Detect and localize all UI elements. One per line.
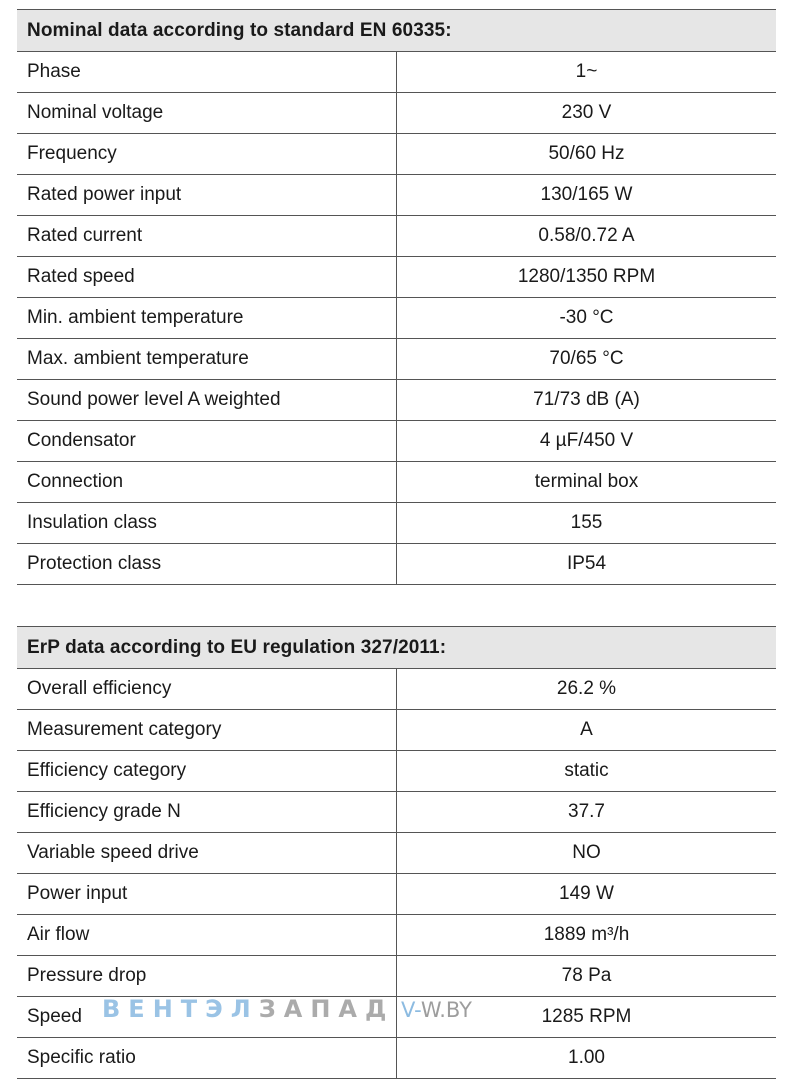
watermark-site-part2: W.BY [420,998,472,1022]
nominal-row-value: 4 µF/450 V [397,421,777,462]
erp-row [17,751,776,792]
nominal-row [17,503,776,544]
erp-row [17,956,776,997]
erp-data-table [17,626,776,1079]
watermark-site-part1: V- [401,998,421,1022]
nominal-row-value: 155 [397,503,777,544]
nominal-row [17,134,776,175]
nominal-row-label: Max. ambient temperature [17,339,397,380]
erp-row-label: Efficiency category [17,751,397,792]
nominal-row-label: Rated speed [17,257,397,298]
nominal-row [17,257,776,298]
nominal-row [17,544,776,585]
erp-row [17,874,776,915]
erp-row-value: 78 Pa [397,956,777,997]
nominal-row-label: Frequency [17,134,397,175]
nominal-data-table [17,9,776,585]
watermark-brand-part2: ЗАПАД [258,995,395,1023]
erp-row-value: 149 W [397,874,777,915]
erp-row [17,915,776,956]
nominal-row-label: Sound power level A weighted [17,380,397,421]
nominal-row-value: terminal box [397,462,777,503]
nominal-row-value: 70/65 °C [397,339,777,380]
nominal-row-label: Rated current [17,216,397,257]
nominal-row [17,339,776,380]
erp-row-label: Power input [17,874,397,915]
nominal-row-label: Connection [17,462,397,503]
erp-row-value: 1.00 [397,1038,777,1079]
erp-row-value: static [397,751,777,792]
erp-row-value: 1285 RPM [397,997,777,1038]
nominal-row [17,380,776,421]
nominal-header-row [17,10,776,52]
erp-row [17,792,776,833]
erp-header-row [17,627,776,669]
nominal-row-value: 130/165 W [397,175,777,216]
erp-row-label: Specific ratio [17,1038,397,1079]
erp-row-value: A [397,710,777,751]
erp-row-label: Overall efficiency [17,669,397,710]
nominal-row-value: 50/60 Hz [397,134,777,175]
nominal-row-value: 1280/1350 RPM [397,257,777,298]
erp-row-label: Speed [17,997,397,1038]
erp-row [17,710,776,751]
nominal-row-value: 0.58/0.72 A [397,216,777,257]
nominal-row-label: Nominal voltage [17,93,397,134]
erp-row-value: 37.7 [397,792,777,833]
erp-row-label: Measurement category [17,710,397,751]
nominal-row [17,52,776,93]
erp-table-title: ErP data according to EU regulation 327/2011: [17,627,776,669]
erp-row-value: 26.2 % [397,669,777,710]
nominal-row-value: 1~ [397,52,777,93]
erp-row-value: NO [397,833,777,874]
erp-row-label: Pressure drop [17,956,397,997]
erp-row [17,833,776,874]
erp-row-value: 1889 m³/h [397,915,777,956]
nominal-table-title: Nominal data according to standard EN 60335: [17,10,776,52]
nominal-row-label: Min. ambient temperature [17,298,397,339]
erp-row-label: Efficiency grade N [17,792,397,833]
watermark-brand-part1: ВЕНТЭЛ [102,995,259,1023]
nominal-row-value: -30 °C [397,298,777,339]
nominal-row-label: Condensator [17,421,397,462]
nominal-row-label: Protection class [17,544,397,585]
nominal-row [17,421,776,462]
nominal-row [17,93,776,134]
nominal-row [17,216,776,257]
nominal-row-value: 230 V [397,93,777,134]
nominal-row [17,175,776,216]
nominal-row [17,298,776,339]
erp-row [17,669,776,710]
erp-row-label: Air flow [17,915,397,956]
nominal-row-label: Insulation class [17,503,397,544]
erp-row-label: Variable speed drive [17,833,397,874]
erp-row [17,1038,776,1079]
nominal-row-label: Phase [17,52,397,93]
nominal-row-value: 71/73 dB (A) [397,380,777,421]
nominal-row [17,462,776,503]
nominal-row-label: Rated power input [17,175,397,216]
nominal-row-value: IP54 [397,544,777,585]
erp-row [17,997,776,1038]
